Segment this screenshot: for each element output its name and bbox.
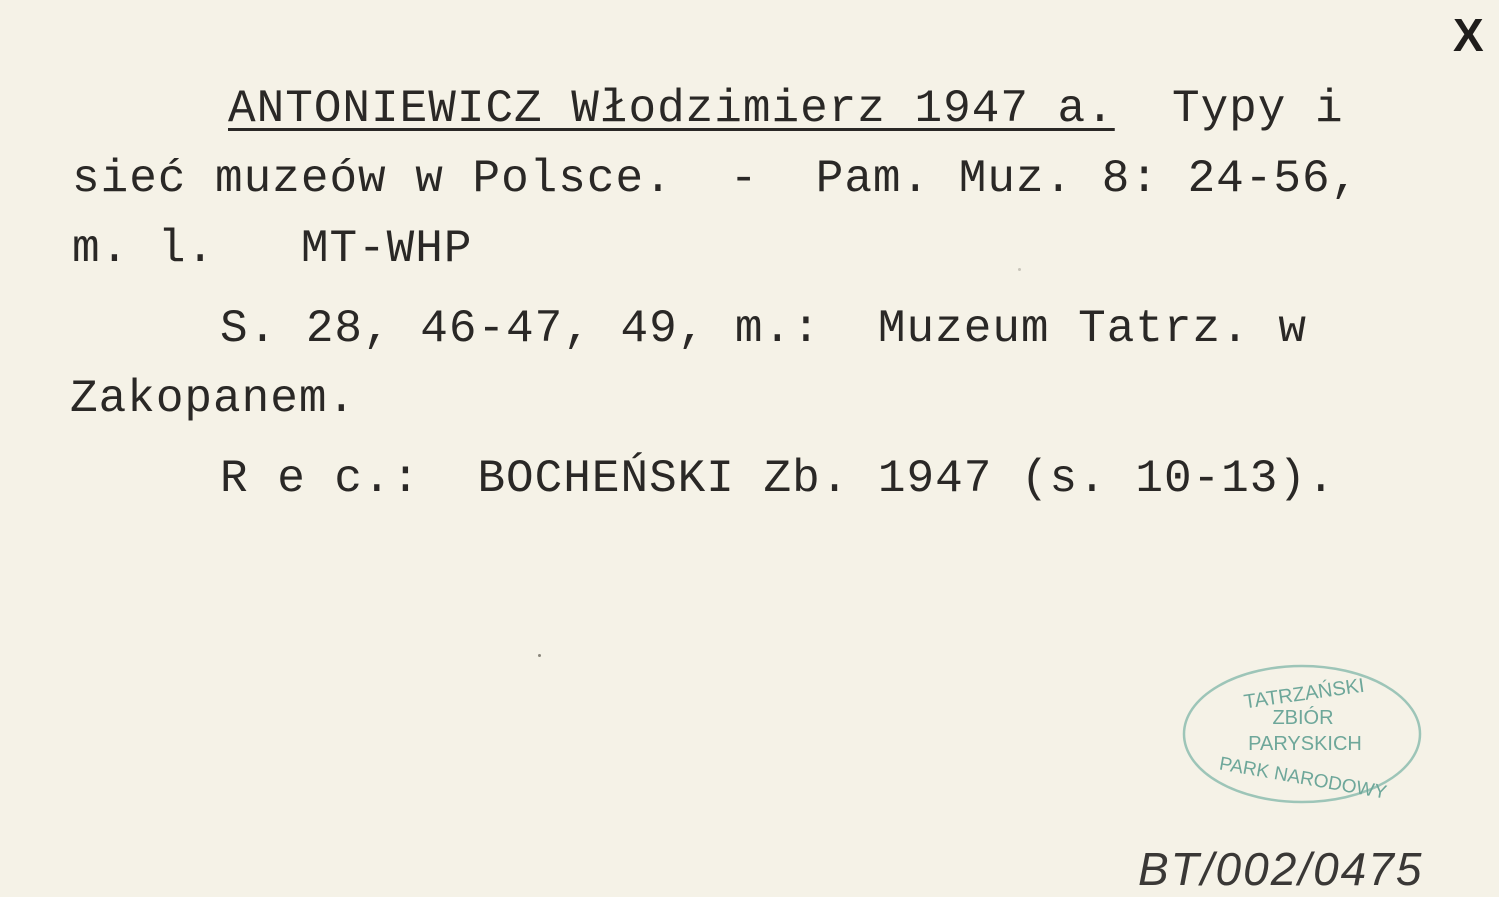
entry-line-5: Zakopanem. (70, 373, 357, 425)
entry-line-3: m. l. MT-WHP (72, 223, 473, 275)
entry-line-4: S. 28, 46-47, 49, m.: Muzeum Tatrz. w (220, 303, 1307, 355)
ink-speck (538, 654, 541, 657)
review-line: R e c.: BOCHEŃSKI Zb. 1947 (s. 10-13). (220, 453, 1336, 505)
entry-line-2: sieć muzeów w Polsce. - Pam. Muz. 8: 24-56, (72, 153, 1360, 205)
shelfmark-handwritten: BT/002/0475 (1138, 843, 1424, 895)
title-start: Typy i (1114, 83, 1344, 135)
author-heading: ANTONIEWICZ Włodzimierz 1947 a. (228, 83, 1115, 135)
ink-speck (1018, 268, 1021, 271)
stamp-graphic (1180, 662, 1426, 806)
library-stamp (1180, 662, 1426, 806)
corner-x-mark: X (1453, 9, 1484, 61)
stamp-text-bottom: PARK NARODOWY (1217, 753, 1389, 804)
stamp-text-middle1: ZBIÓR (1272, 707, 1334, 729)
entry-line-1 (228, 83, 1344, 135)
faded-bleedthrough-text (620, 0, 1180, 20)
stamp-text-top: TATRZAŃSKI (1242, 674, 1366, 714)
stamp-text-middle2: PARYSKICH (1248, 733, 1362, 755)
